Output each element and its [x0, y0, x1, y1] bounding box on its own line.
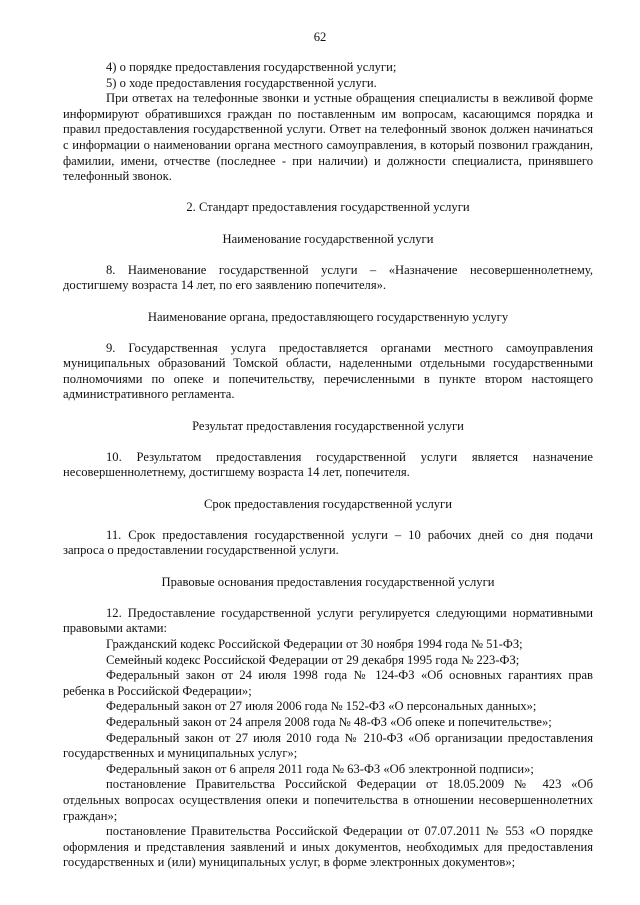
- paragraph: 8. Наименование государственной услуги – «Назначение несовершеннолетнему, достигшему возраста 14 лет, по его заявлению попечителя».: [63, 262, 593, 293]
- paragraph: Федеральный закон от 27 июля 2010 года № 210-ФЗ «Об организации предоставления государственных и муниципальных услуг»;: [63, 730, 593, 761]
- spacer: [63, 434, 593, 450]
- spacer: [63, 590, 593, 606]
- spacer: [63, 216, 593, 232]
- paragraph: 5) о ходе предоставления государственной услуги.: [106, 75, 377, 90]
- section-heading: Правовые основания предоставления государственной услуги: [161, 574, 495, 589]
- paragraph: 12. Предоставление государственной услуги регулируется следующими нормативными правовыми актами:: [63, 605, 593, 636]
- section-heading: Результат предоставления государственной услуги: [192, 418, 464, 433]
- spacer: [63, 325, 593, 341]
- section-heading: Наименование государственной услуги: [222, 231, 434, 246]
- spacer: [63, 185, 593, 201]
- paragraph: Федеральный закон от 24 апреля 2008 года № 48-ФЗ «Об опеке и попечительстве»;: [106, 714, 552, 729]
- section-heading: Срок предоставления государственной услуги: [204, 496, 452, 511]
- paragraph: Гражданский кодекс Российской Федерации от 30 ноября 1994 года № 51-ФЗ;: [106, 636, 523, 651]
- spacer: [63, 294, 593, 310]
- spacer: [63, 247, 593, 263]
- section-heading: 2. Стандарт предоставления государственной услуги: [186, 200, 470, 215]
- paragraph: Федеральный закон от 6 апреля 2011 года № 63-ФЗ «Об электронной подписи»;: [106, 761, 534, 776]
- paragraph: 10. Результатом предоставления государственной услуги является назначение несовершеннолетнему, достигшему возраста 14 лет, попечителя.: [63, 449, 593, 480]
- paragraph: постановление Правительства Российской Федерации от 07.07.2011 № 553 «О порядке оформления и представления заявлений и иных документов, необходимых для предоставления государственных и (или) муниципальных услуг, в форме электронных документов»;: [63, 824, 593, 870]
- spacer: [63, 559, 593, 575]
- paragraph: Федеральный закон от 27 июля 2006 года № 152-ФЗ «О персональных данных»;: [106, 699, 537, 714]
- paragraph: Федеральный закон от 24 июля 1998 года № 124-ФЗ «Об основных гарантиях прав ребенка в Российской Федерации»;: [63, 668, 593, 698]
- paragraph: 11. Срок предоставления государственной услуги – 10 рабочих дней со дня подачи запроса о предоставлении государственной услуги.: [63, 527, 593, 558]
- paragraph: Семейный кодекс Российской Федерации от 29 декабря 1995 года № 223-ФЗ;: [106, 652, 520, 667]
- document-body: [63, 60, 593, 871]
- section-heading: Наименование органа, предоставляющего государственную услугу: [147, 309, 509, 324]
- paragraph: 4) о порядке предоставления государственной услуги;: [106, 60, 397, 74]
- spacer: [63, 481, 593, 497]
- paragraph: постановление Правительства Российской Федерации от 18.05.2009 № 423 «Об отдельных вопросах осуществления опеки и попечительства в отношении несовершеннолетних граждан»;: [63, 777, 593, 823]
- spacer: [63, 512, 593, 528]
- paragraph: При ответах на телефонные звонки и устные обращения специалисты в вежливой форме информируют обратившихся граждан по поставленным им вопросам, касающимся порядка и правил предоставления государственной услуги. Ответ на телефонный звонок должен начинаться с информации о наименовании органа местного самоуправления, в который позвонил гражданин, фамилии, имени, отчестве (последнее - при наличии) и должности специалиста, принявшего телефонный звонок.: [63, 91, 593, 184]
- page-number: 62: [313, 30, 327, 44]
- spacer: [63, 403, 593, 419]
- paragraph: 9. Государственная услуга предоставляется органами местного самоуправления муниципальных образований Томской области, наделенными отдельными государственными полномочиями по опеке и попечительству, перечисленными в пункте втором настоящего административного регламента.: [63, 340, 593, 402]
